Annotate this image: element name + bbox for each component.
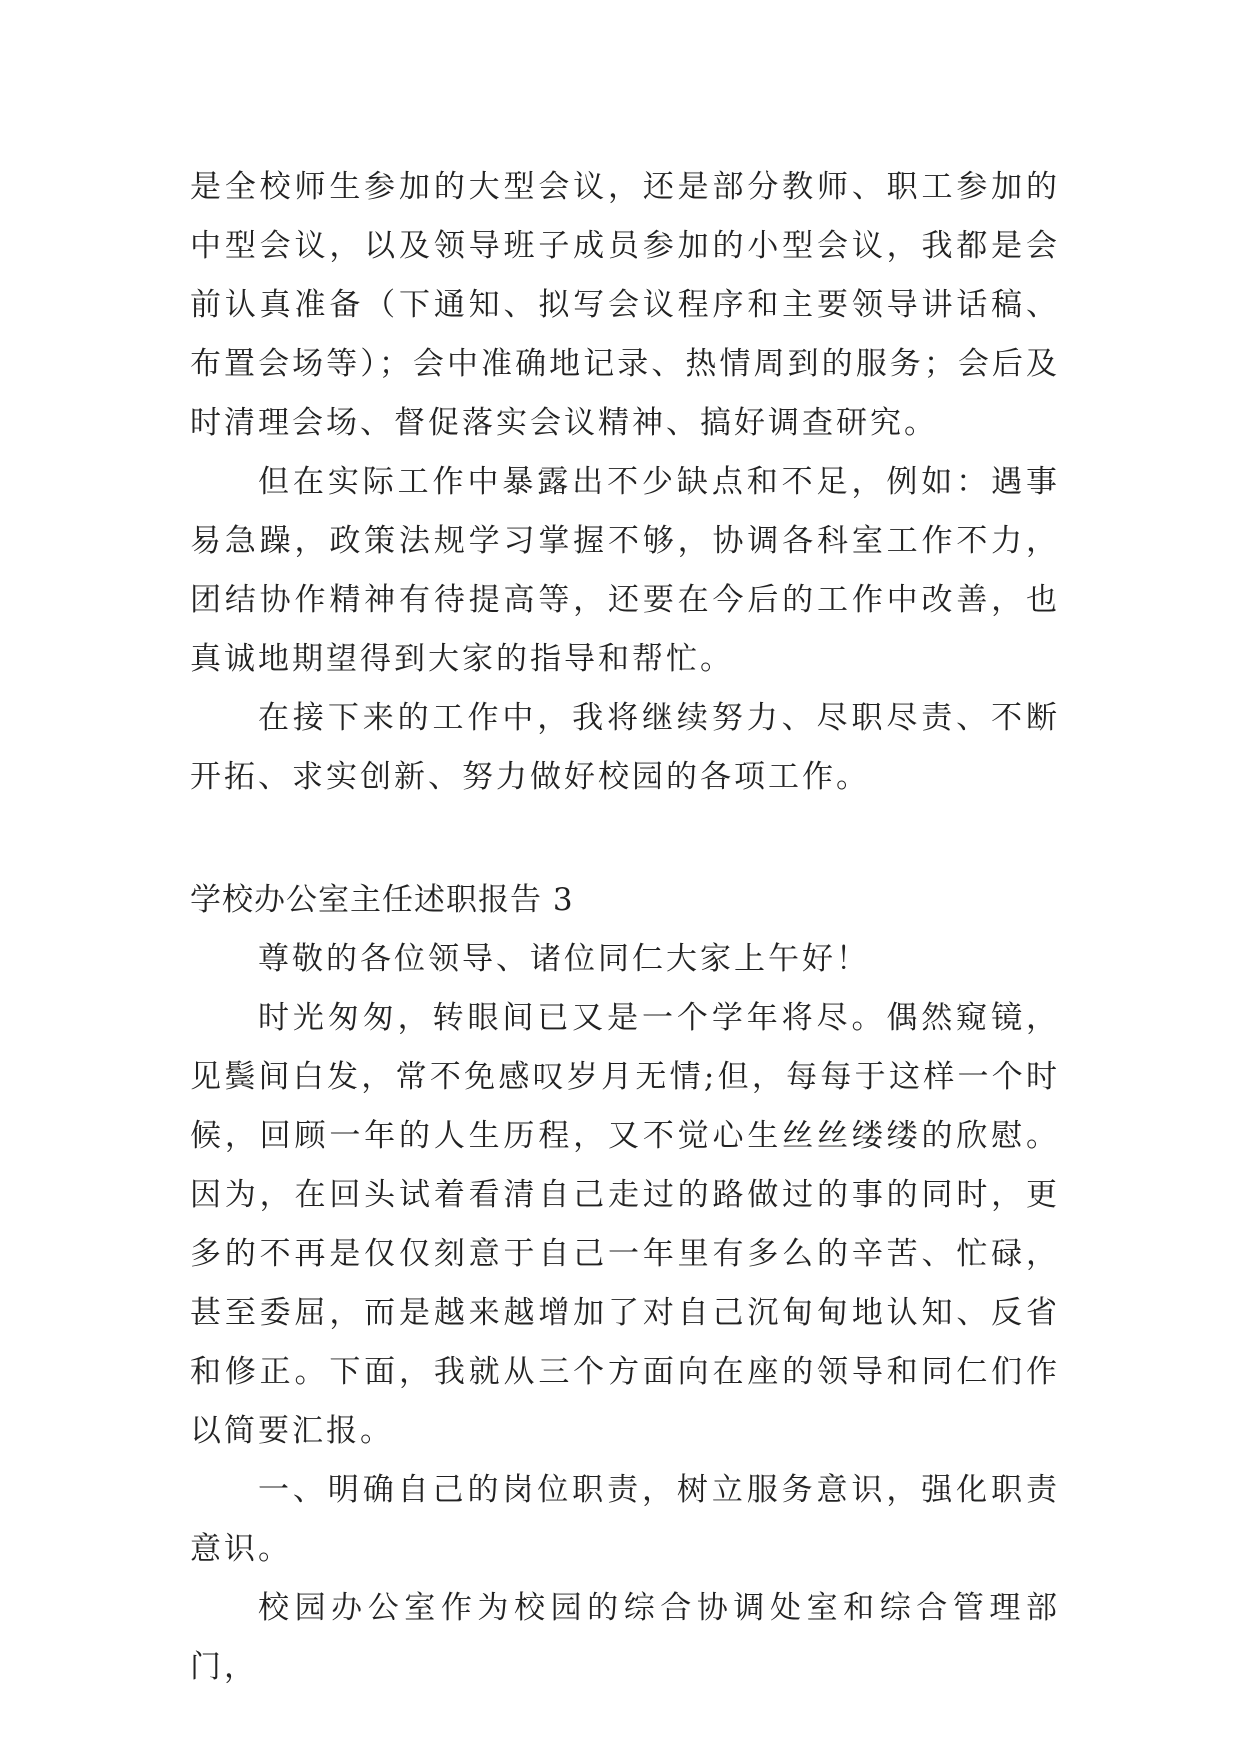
paragraph-greeting: 尊敬的各位领导、诸位同仁大家上午好！ [258, 941, 870, 977]
paragraph-office-role: 校园办公室作为校园的综合协调处室和综合管理部门， [190, 1590, 1060, 1685]
section-heading: 学校办公室主任述职报告 3 [190, 882, 574, 918]
document-body [190, 158, 1060, 1697]
paragraph-future-work: 在接下来的工作中，我将继续努力、尽职尽责、不断开拓、求实创新、努力做好校园的各项工作。 [190, 700, 1060, 795]
paragraph-point-one: 一、明确自己的岗位职责，树立服务意识，强化职责意识。 [190, 1472, 1060, 1567]
paragraph-reflection: 时光匆匆，转眼间已又是一个学年将尽。偶然窥镜，见鬓间白发，常不免感叹岁月无情;但，每每于这样一个时候，回顾一年的人生历程，又不觉心生丝丝缕缕的欣慰。因为，在回头试着看清自己走过的路做过的事的同时，更多的不再是仅仅刻意于自己一年里有多么的辛苦、忙碌，甚至委屈，而是越来越增加了对自己沉甸甸地认知、反省和修正。下面，我就从三个方面向在座的领导和同仁们作以简要汇报。 [190, 1000, 1060, 1449]
paragraph-meeting-work: 是全校师生参加的大型会议，还是部分教师、职工参加的中型会议，以及领导班子成员参加的小型会议，我都是会前认真准备（下通知、拟写会议程序和主要领导讲话稿、布置会场等）；会中准确地记录、热情周到的服务；会后及时清理会场、督促落实会议精神、搞好调查研究。 [190, 169, 1060, 441]
paragraph-shortcomings: 但在实际工作中暴露出不少缺点和不足，例如：遇事易急躁，政策法规学习掌握不够，协调各科室工作不力，团结协作精神有待提高等，还要在今后的工作中改善，也真诚地期望得到大家的指导和帮忙。 [190, 464, 1060, 677]
